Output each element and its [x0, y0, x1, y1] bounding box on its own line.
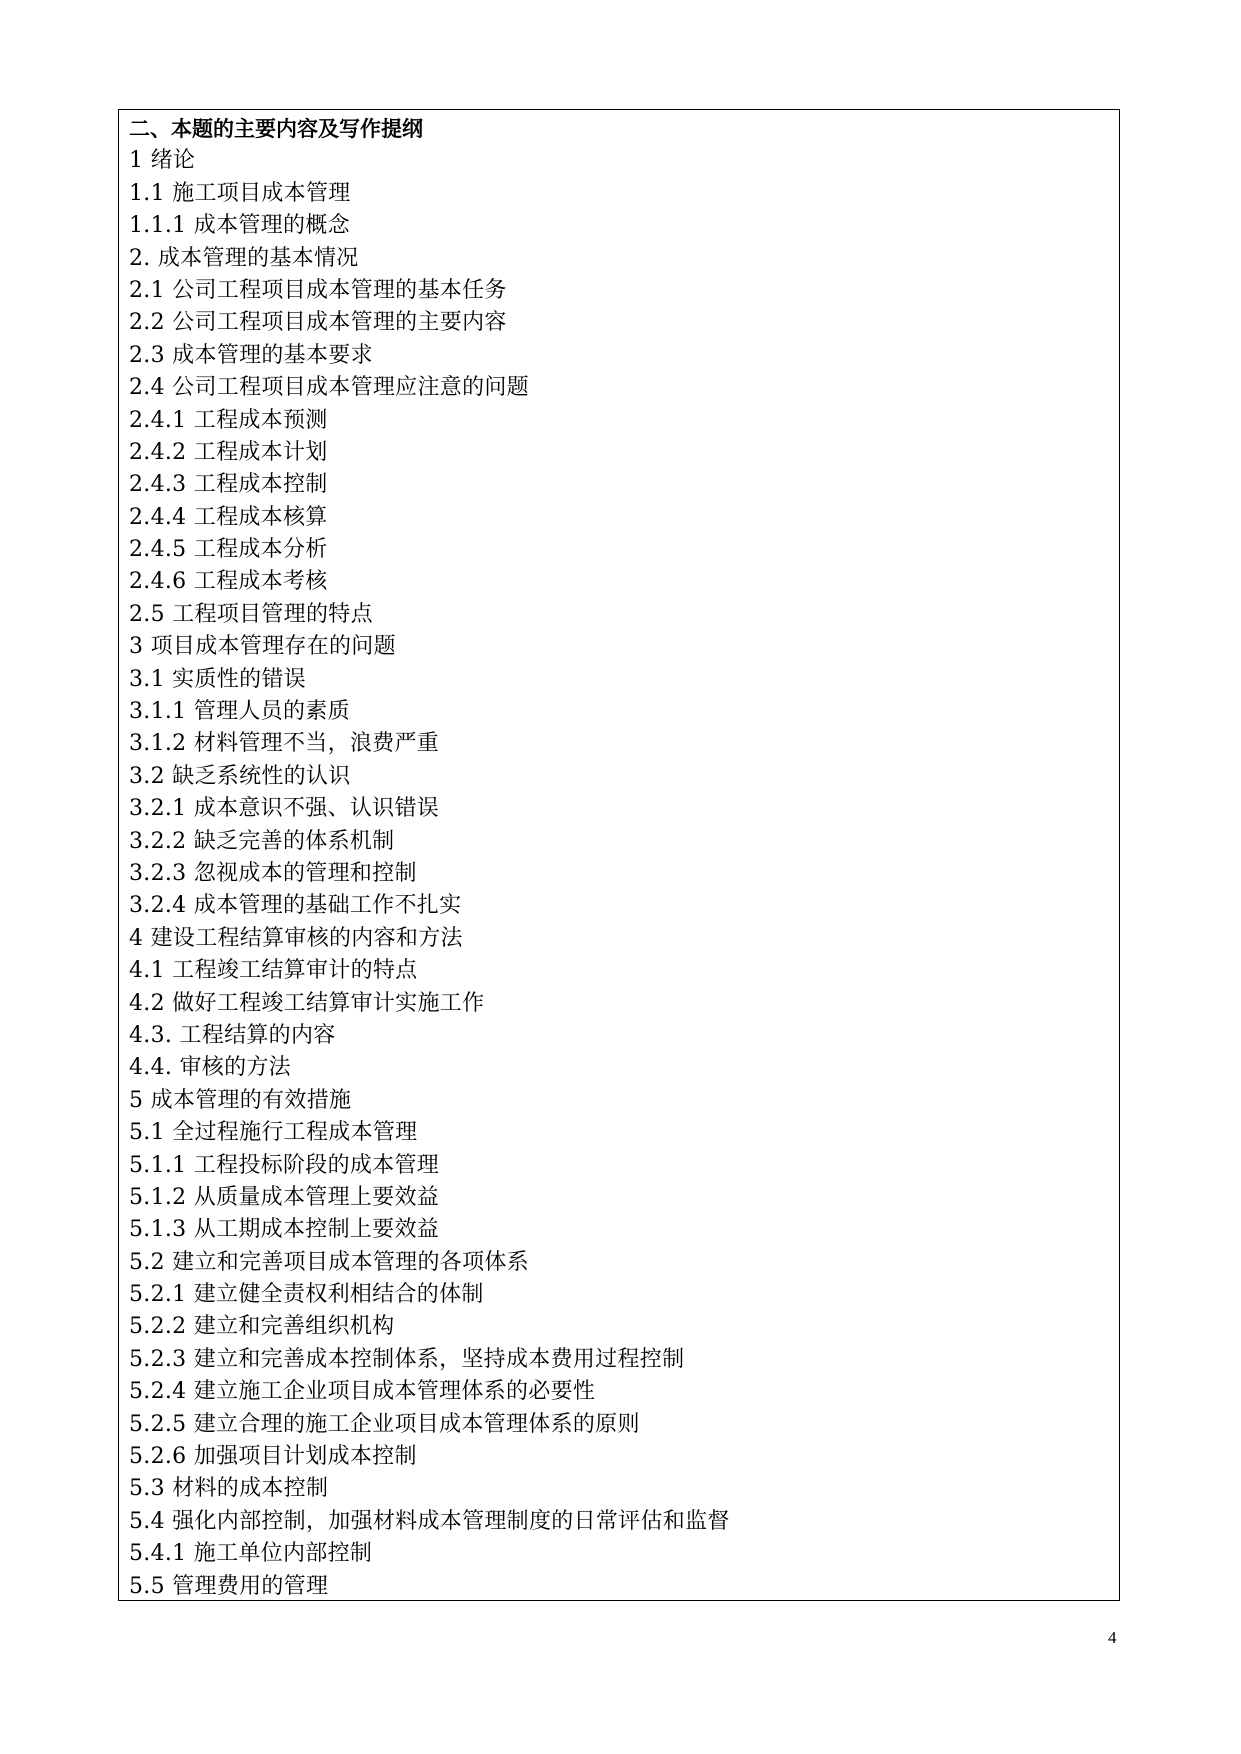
outline-item: 3.1.2 材料管理不当，浪费严重: [129, 731, 440, 757]
outline-item: 3.2.1 成本意识不强、认识错误: [129, 796, 440, 822]
outline-item: 2.4.6 工程成本考核: [129, 569, 328, 595]
page-number: 4: [1108, 1628, 1117, 1647]
outline-item: 5.2.6 加强项目计划成本控制: [129, 1444, 417, 1470]
outline-item: 2.4.3 工程成本控制: [129, 472, 328, 498]
outline-item: 3.2.4 成本管理的基础工作不扎实: [129, 893, 462, 919]
outline-item: 5.2.1 建立健全责权利相结合的体制: [129, 1282, 484, 1308]
outline-item: 5.5 管理费用的管理: [129, 1573, 329, 1599]
outline-item: 3.2.3 忽视成本的管理和控制: [129, 860, 417, 886]
outline-item: 2.1 公司工程项目成本管理的基本任务: [129, 277, 507, 303]
outline-item: 3.2 缺乏系统性的认识: [129, 763, 351, 789]
outline-item: 2.4.5 工程成本分析: [129, 537, 328, 563]
outline-item: 5.2.5 建立合理的施工企业项目成本管理体系的原则: [129, 1411, 640, 1437]
outline-box: [118, 109, 1120, 1601]
outline-item: 4.1 工程竣工结算审计的特点: [129, 958, 418, 984]
outline-item: 5.4.1 施工单位内部控制: [129, 1541, 373, 1567]
outline-item: 4.3. 工程结算的内容: [129, 1022, 336, 1048]
outline-item: 5 成本管理的有效措施: [129, 1087, 352, 1113]
outline-item: 3 项目成本管理存在的问题: [129, 634, 396, 660]
outline-item: 5.1.2 从质量成本管理上要效益: [129, 1184, 440, 1210]
outline-item: 4 建设工程结算审核的内容和方法: [129, 925, 463, 951]
outline-item: 5.3 材料的成本控制: [129, 1476, 329, 1502]
outline-item: 2.4.1 工程成本预测: [129, 407, 328, 433]
outline-item: 2.4 公司工程项目成本管理应注意的问题: [129, 375, 529, 401]
outline-item: 1 绪论: [129, 148, 196, 174]
outline-item: 3.2.2 缺乏完善的体系机制: [129, 828, 395, 854]
outline-item: 5.2.3 建立和完善成本控制体系，坚持成本费用过程控制: [129, 1346, 685, 1372]
outline-item: 3.1 实质性的错误: [129, 666, 306, 692]
outline-item: 4.4. 审核的方法: [129, 1055, 291, 1081]
outline-item: 5.1 全过程施行工程成本管理: [129, 1120, 418, 1146]
outline-item: 3.1.1 管理人员的素质: [129, 699, 350, 725]
outline-item: 5.2.4 建立施工企业项目成本管理体系的必要性: [129, 1379, 596, 1405]
outline-item: 2.3 成本管理的基本要求: [129, 342, 373, 368]
outline-item: 5.4 强化内部控制，加强材料成本管理制度的日常评估和监督: [129, 1508, 730, 1534]
outline-item: 5.1.3 从工期成本控制上要效益: [129, 1217, 440, 1243]
outline-item: 5.1.1 工程投标阶段的成本管理: [129, 1152, 440, 1178]
outline-item: 2.2 公司工程项目成本管理的主要内容: [129, 310, 507, 336]
outline-item: 2.5 工程项目管理的特点: [129, 601, 373, 627]
outline-item: 2. 成本管理的基本情况: [129, 245, 359, 271]
outline-item: 4.2 做好工程竣工结算审计实施工作: [129, 990, 485, 1016]
outline-list: [129, 145, 1119, 1603]
outline-item: 2.4.4 工程成本核算: [129, 504, 328, 530]
outline-item: 1.1 施工项目成本管理: [129, 180, 351, 206]
section-heading: 二、本题的主要内容及写作提纲: [129, 117, 423, 141]
outline-item: 1.1.1 成本管理的概念: [129, 213, 350, 239]
outline-item: 5.2.2 建立和完善组织机构: [129, 1314, 395, 1340]
outline-item: 5.2 建立和完善项目成本管理的各项体系: [129, 1249, 529, 1275]
outline-item: 2.4.2 工程成本计划: [129, 439, 328, 465]
